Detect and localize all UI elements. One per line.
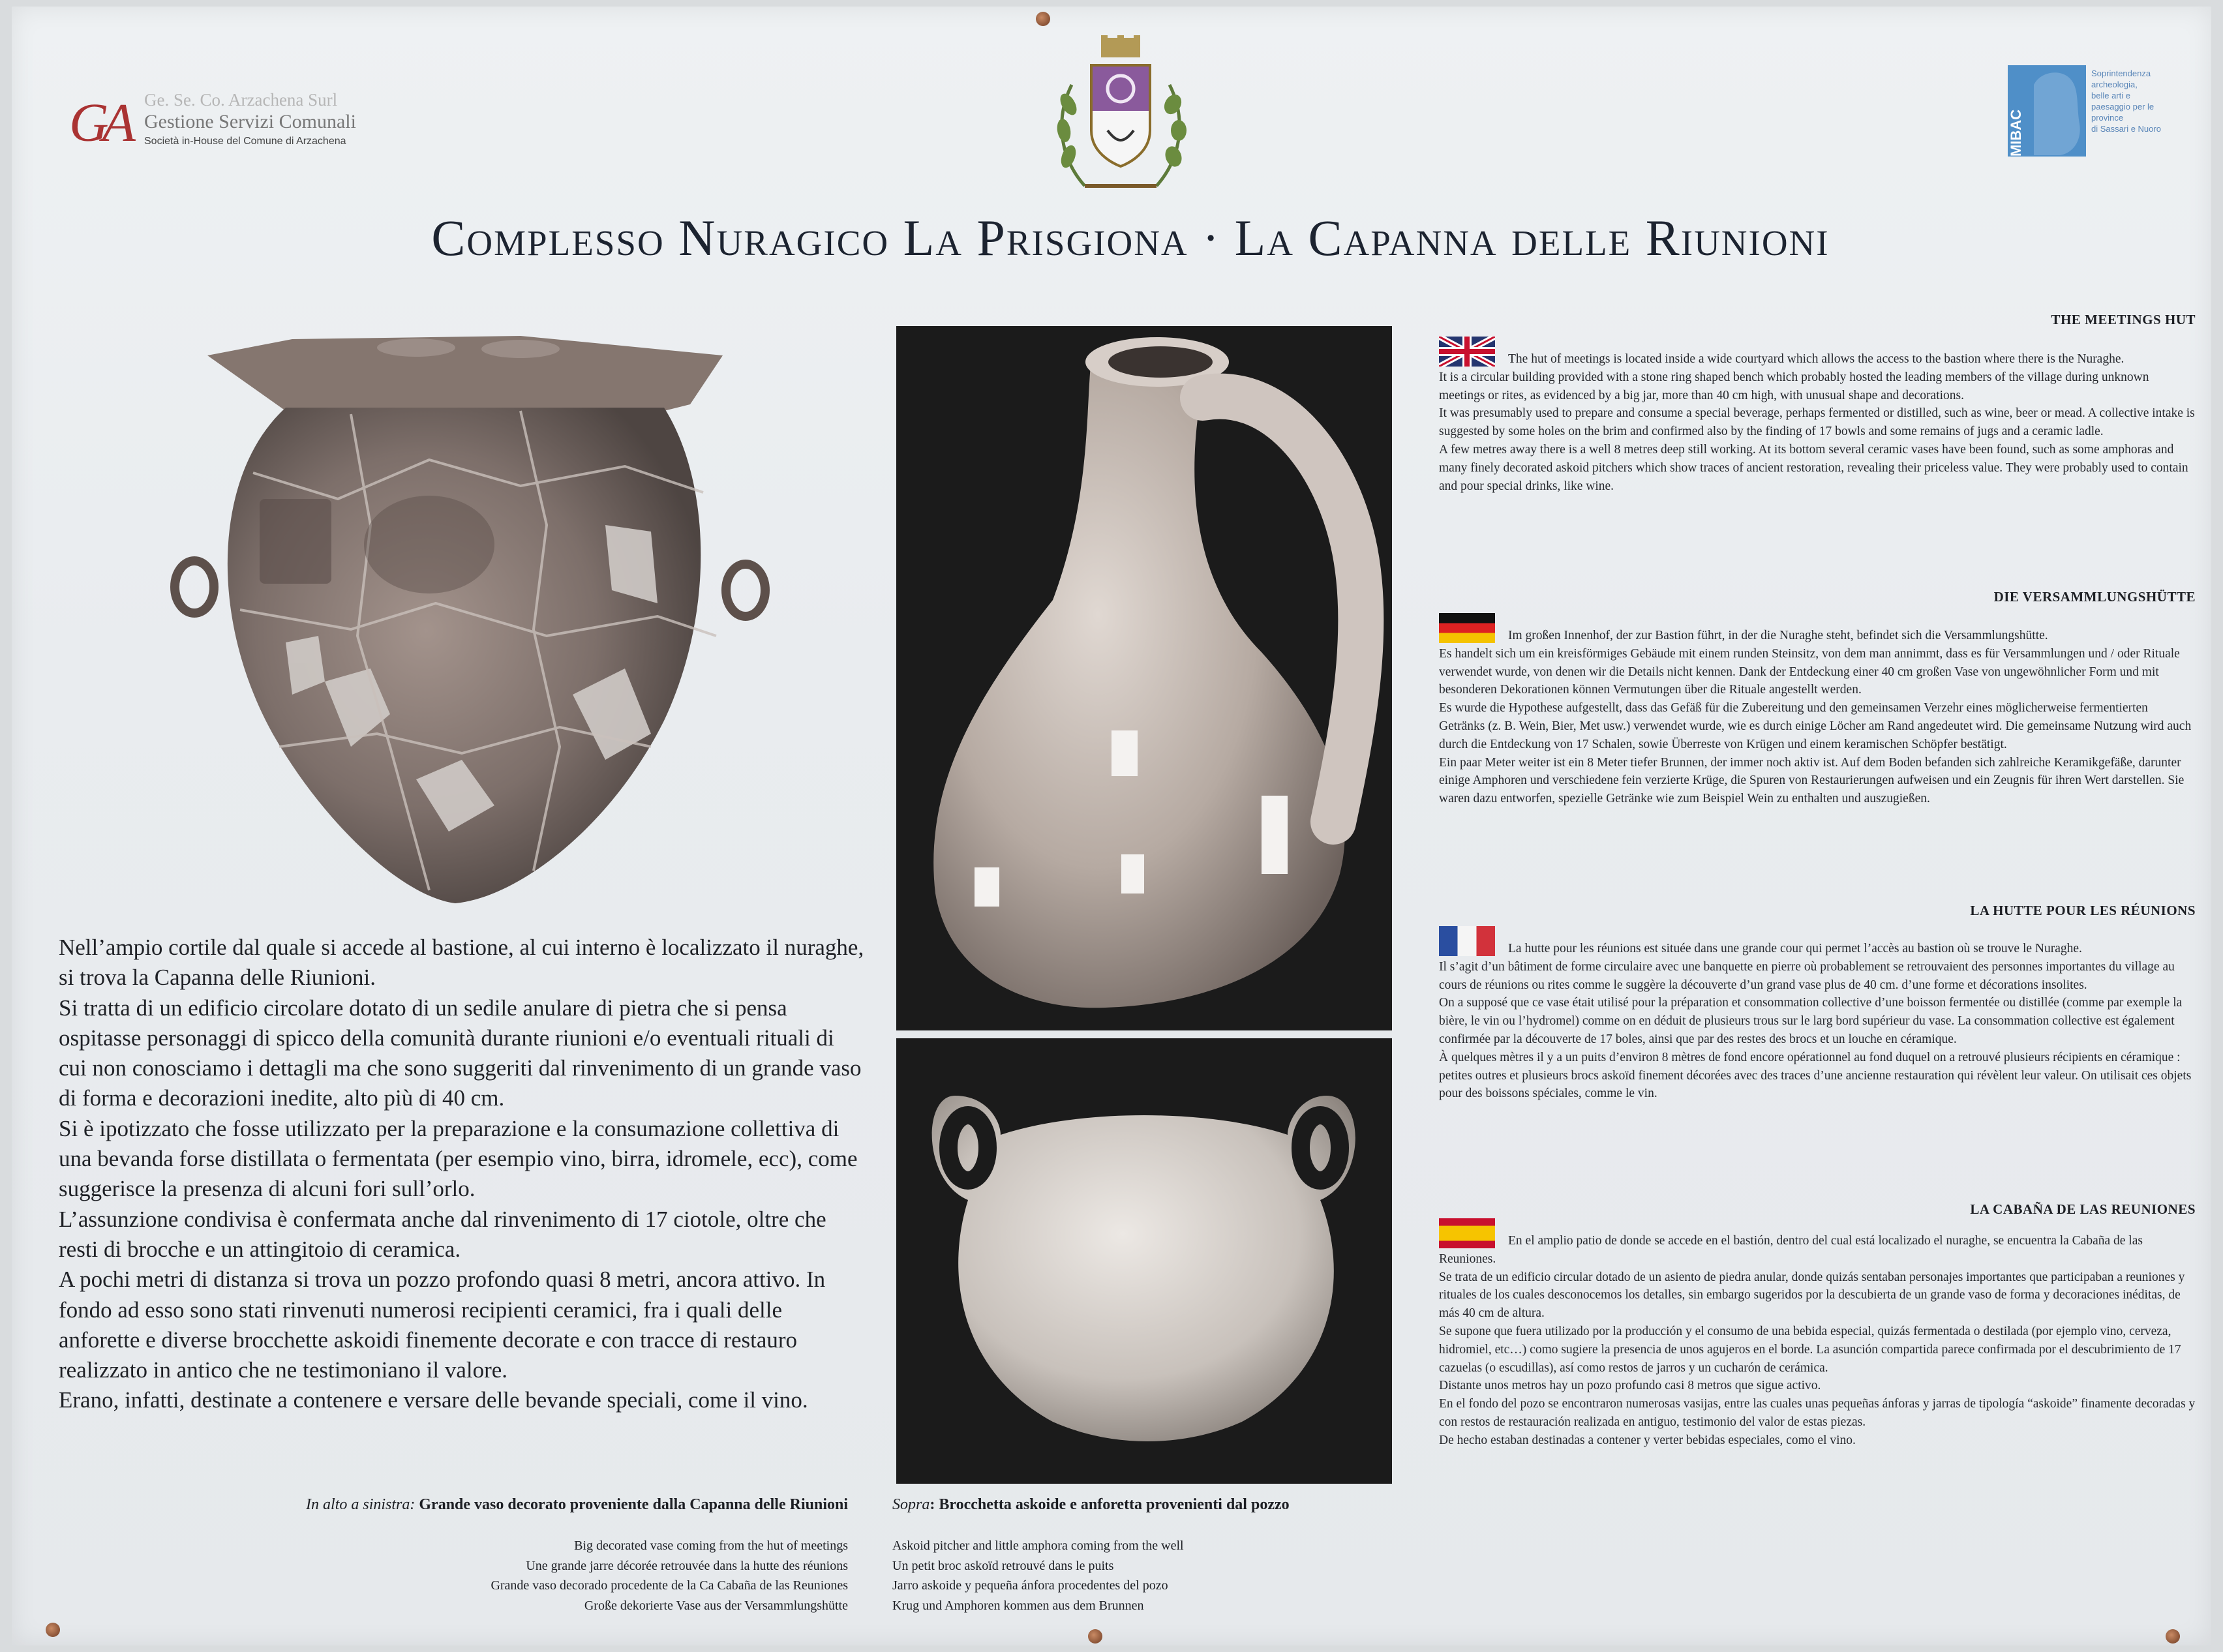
photo-caption-title: Sopra: Brocchetta askoide e anforetta provenienti dal pozzo (892, 1496, 1290, 1513)
vase-caption-title: In alto a sinistra: Grande vaso decorato proveniente dalla Capanna delle Riunioni (306, 1496, 848, 1513)
german-section: Im großen Innenhof, der zur Bastion führt, in der die Nuraghe steht, befindet sich die Versammlungshütte. Es handelt sich um ein kreisförmiges Gebäude mit einem runden Steinsitz, von dem man annimmt, dass es für Versammlungen und / oder Rituale verwendet wurde, von denen wir die Details nicht kennen. Dank der Entdeckung einer 40 cm großen Vase von ungewöhnlicher Form und mit besonderen Dekorationen können Vermutungen über die Rituale angestellt werden. Es wurde die Hypothese aufgestellt, dass das Gefäß für die Zubereitung und den gemeinsamen Verzehr eines möglicherweise fermentierten Getränks (z. B. Wein, Bier, Met usw.) verwendet wurde, wie es durch einige Löcher am Rand angedeutet wird. Die gemeinsame Nutzung wird auch durch die Entdeckung von 17 Schalen, sowie Überreste von Krügen und einem keramischen Schöpfer bestätigt. Ein paar Meter weiter ist ein 8 Meter tiefer Brunnen, der immer noch aktiv ist. Auf dem Boden befanden sich zahlreiche Keramikgefäße, darunter einige Amphoren und verschiedene fein verzierte Krüge, die Spuren von Restaurierungen aufweisen und ein Zeugnis für ihren Wert darstellen. Sie waren dazu entworfen, spezielle Getränke wie zum Beispiel Wein zu enthalten und auszugießen. (1439, 613, 2196, 808)
rivet (2166, 1629, 2180, 1644)
italian-description (59, 933, 868, 1416)
italian-paragraph: A pochi metri di distanza si trova un pozzo profondo quasi 8 metri, ancora attivo. In fondo ad esso sono stati rinvenuti numerosi recipienti ceramici, fra i quali delle anforette e diverse brocchette askoidi finemente decorate e con tracce di restauro realizzato in antico che ne testimoniano il valore. (59, 1267, 826, 1383)
coat-of-arms-icon (1046, 33, 1196, 202)
italian-paragraph: Si tratta di un edificio circolare dotato di un sedile anulare di pietra che si pensa ospitasse personaggi di spicco della comunità durante riunioni e/o eventuali rituali di cui non conosciamo i dettagli ma che sono suggeriti dal rinvenimento di un grande vaso di forma e decorazioni inedite, alto più di 40 cm. (59, 995, 862, 1111)
german-heading: DIE VERSAMMLUNGSHÜTTE (1993, 589, 2196, 605)
information-panel (12, 7, 2211, 1645)
english-section: The hut of meetings is located inside a wide courtyard which allows the access to the bastion where there is the Nuraghe. It is a circular building provided with a stone ring shaped bench which probably hosted the leading members of the village during unknown meetings or rites, as evidenced by a big jar, more than 40 cm high, with unusual shape and decorations. It was presumably used to prepare and consume a special beverage, perhaps fermented or distilled, such as wine, beer or mead. A collective intake is suggested by some holes on the brim and confirmed also by the finding of 17 bowls and some remains of jugs and a ceramic ladle. A few metres away there is a well 8 metres deep still working. At its bottom several ceramic vases have been found, such as some amphoras and many finely decorated askoid pitchers which show traces of ancient restoration, revealing their priceless value. They were probably used to contain and pour special drinks, like wine. (1439, 337, 2196, 495)
mibac-logo (2008, 65, 2177, 157)
mibac-logo-text: MIBAC (2008, 109, 2024, 157)
french-section: La hutte pour les réunions est située dans une grande cour qui permet l’accès au bastion où se trouve le Nuraghe. Il s’agit d’un bâtiment de forme circulaire avec une banquette en pierre où probablement se retrouvaient des personnes importantes du village au cours de réunions ou rites comme le suggère la découverte d’un grand vase plus de 40 cm. d’une forme et décorations insolites. On a supposé que ce vase était utilisé pour la préparation et consommation collective d’une boisson fermentée ou distillée (comme par exemple la bière, le vin ou l’hydromel) comme on en déduit de plusieurs trous sur le larg bord supérieur du vase. La consommation collective est également confirmée par la découverte de 17 boles, ainsi que par des restes des brocs et un louche en céramique. À quelques mètres il y a un puits d’environ 8 mètres de fond encore opérationnel au fond duquel on a retrouvé plusieurs récipients en céramique : petites outres et plusieurs brocs askoïd finement décorées avec des traces d’une ancienne restauration qui révèlent leur valeur. On utilisait ces objets pour des boissons spéciales, comme le vin. (1439, 926, 2196, 1103)
ga-logo-mark: GA (69, 93, 129, 153)
gesco-logo (69, 86, 403, 158)
spanish-heading: LA CABAÑA DE LAS REUNIONES (1970, 1201, 2196, 1217)
page-title: Complesso Nuragico La Prisgiona · La Capanna delle Riunioni (431, 209, 1830, 266)
italian-paragraph: Nell’ampio cortile dal quale si accede al bastione, al cui interno è localizzato il nuraghe, si trova la Capanna delle Riunioni. (59, 935, 864, 991)
rivet (46, 1623, 60, 1637)
italian-paragraph: L’assunzione condivisa è confermata anche dal rinvenimento di 17 ciotole, oltre che resti di brocche e un attingitoio di ceramica. (59, 1206, 826, 1262)
rivet (1088, 1629, 1102, 1644)
ga-logo-line2: Gestione Servizi Comunali (144, 111, 356, 132)
spanish-flag-icon (1439, 1218, 1495, 1248)
uk-flag-icon (1439, 337, 1495, 367)
spanish-section: En el amplio patio de donde se accede en el bastión, dentro del cual está localizado el nuraghe, se encuentra la Cabaña de las Reuniones. Se trata de un edificio circular dotado de un asiento de piedra anular, donde quizás sentaban personajes importantes que participaban a reuniones y rituales de los cuales desconocemos los detalles, sin embargo sugeridos por la descubierta de un grande vaso de forma y decoraciones inéditas, de más 40 cm de altura. Se supone que fuera utilizado por la producción y el consumo de una bebida especial, quizás fermentada o destilada (por ejemplo vino, cerveza, hidromiel, etc…) como sugiere la presencia de unos agujeros en el borde. La asunción compartida parece confirmada por el descubrimiento de 17 cazuelas (o escudillas), así como restos de jarros y un cucharón de cerámica. Distante unos metros hay un pozo profundo casi 8 metros que sigue activo. En el fondo del pozo se encontraron numerosas vasijas, entre las cuales unas pequeñas ánforas y jarras de tipología “askoide” finamente decoradas y con restos de restauración realizada en antiguo, testimonio del valor de estas piezas. De hecho estaban destinadas a contener y verter bebidas especiales, como el vino. (1439, 1218, 2196, 1450)
vase-caption-translations: Big decorated vase coming from the hut of meetings Une grande jarre décorée retrouvée dans la hutte des réunions Grande vaso decorado procedente de la Ca Cabaña de las Reuniones Große dekorierte Vase aus der Versammlungshütte (491, 1539, 848, 1613)
mibac-logo-caption: Soprintendenza archeologia, belle arti e paesaggio per le province di Sassari e Nuoro (2091, 68, 2161, 134)
ga-logo-line3: Società in-House del Comune di Arzachena (144, 136, 346, 147)
pitcher-and-amphora-photo (896, 326, 1392, 1484)
italian-paragraph: Erano, infatti, destinate a contenere e versare delle bevande speciali, come il vino. (59, 1387, 808, 1413)
french-heading: LA HUTTE POUR LES RÉUNIONS (1970, 903, 2196, 918)
italian-paragraph: Si è ipotizzato che fosse utilizzato per la preparazione e la consumazione collettiva di una bevanda forse distillata o fermentata (per esempio vino, birra, idromele, ecc), come suggerisce la presenza di alcuni fori sull’orlo. (59, 1115, 858, 1202)
english-heading: THE MEETINGS HUT (2051, 312, 2196, 327)
rivet (1036, 12, 1050, 26)
photo-caption-translations: Askoid pitcher and little amphora coming from the well Un petit broc askoïd retrouvé dans le puits Jarro askoide y pequeña ánfora procedentes del pozo Krug und Amphoren kommen aus dem Brunnen (892, 1539, 1184, 1613)
german-flag-icon (1439, 613, 1495, 643)
decorated-vase-image (155, 329, 808, 916)
french-flag-icon (1439, 926, 1495, 956)
ga-logo-line1: Ge. Se. Co. Arzachena Surl (144, 90, 338, 110)
